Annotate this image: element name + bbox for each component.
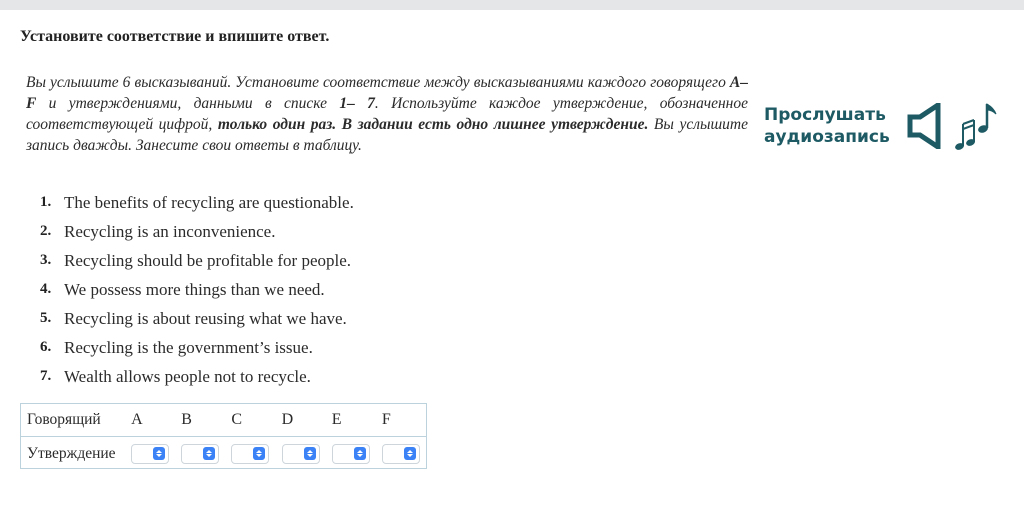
statement-text: The benefits of recycling are questionable. bbox=[64, 192, 354, 212]
listen-audio-button[interactable] bbox=[764, 100, 998, 152]
audio-icons bbox=[906, 100, 998, 152]
answer-cell-d bbox=[276, 444, 326, 464]
speaker-a-header: A bbox=[131, 411, 143, 428]
task-instructions bbox=[26, 72, 748, 156]
statement-item bbox=[40, 362, 354, 391]
listen-label-line2: аудиозапись bbox=[764, 127, 890, 147]
statement-item bbox=[40, 188, 354, 217]
statement-text: We possess more things than we need. bbox=[64, 279, 325, 299]
answer-select-d[interactable] bbox=[282, 444, 320, 464]
statements-list bbox=[40, 188, 354, 391]
statements-range: 1– 7 bbox=[339, 95, 375, 112]
statement-item bbox=[40, 333, 354, 362]
instructions-part3: . Используйте каждое утверждение, обозначенное соответствующей цифрой, bbox=[26, 95, 748, 133]
instructions-part2: и утверждениями, данными в списке bbox=[36, 95, 340, 112]
answer-cell-f bbox=[376, 444, 426, 464]
statement-number: 5. bbox=[40, 310, 52, 326]
instructions-bold-note: только один раз. В задании есть одно лишнее утверждение. bbox=[217, 116, 649, 133]
answer-select-b[interactable] bbox=[181, 444, 219, 464]
answer-select-a[interactable] bbox=[131, 444, 169, 464]
updown-chevron-icon bbox=[153, 447, 165, 460]
statement-text: Recycling should be profitable for people. bbox=[64, 250, 352, 270]
speaker-c-header: C bbox=[231, 411, 243, 428]
statement-number: 3. bbox=[40, 252, 52, 268]
statement-row-label: Утверждение bbox=[27, 444, 116, 462]
task-title: Установите соответствие и впишите ответ. bbox=[20, 28, 330, 45]
speaker-header-row bbox=[21, 404, 426, 437]
speaker-b-header: B bbox=[181, 411, 192, 428]
statement-answer-row bbox=[21, 437, 426, 470]
statement-text: Recycling is about reusing what we have. bbox=[64, 308, 347, 328]
statement-text: Recycling is the government’s issue. bbox=[64, 337, 313, 357]
updown-chevron-icon bbox=[253, 447, 265, 460]
speaker-f-header: F bbox=[381, 411, 391, 428]
speaker-header-label: Говорящий bbox=[27, 411, 101, 428]
statement-item bbox=[40, 275, 354, 304]
updown-chevron-icon bbox=[304, 447, 316, 460]
statement-number: 2. bbox=[40, 223, 52, 239]
statement-number: 6. bbox=[40, 339, 52, 355]
statement-item bbox=[40, 217, 354, 246]
statement-text: Wealth allows people not to recycle. bbox=[64, 366, 311, 386]
statement-number: 4. bbox=[40, 281, 52, 297]
answer-table bbox=[20, 403, 427, 469]
listen-audio-label bbox=[764, 104, 890, 148]
speakers-range: A– F bbox=[26, 74, 748, 112]
statement-item bbox=[40, 304, 354, 333]
top-bar bbox=[0, 0, 1024, 10]
updown-chevron-icon bbox=[203, 447, 215, 460]
statement-text: Recycling is an inconvenience. bbox=[64, 221, 276, 241]
instructions-part1: Вы услышите 6 высказываний. Установите соответствие между высказываниями каждого говорящего bbox=[26, 74, 730, 91]
answer-cell-a bbox=[125, 444, 175, 464]
listen-label-line1: Прослушать bbox=[764, 105, 886, 125]
answer-select-f[interactable] bbox=[382, 444, 420, 464]
music-note-icon bbox=[952, 100, 998, 152]
speaker-icon[interactable] bbox=[906, 103, 946, 149]
answer-cell-b bbox=[175, 444, 225, 464]
speaker-e-header: E bbox=[331, 411, 342, 428]
answer-cell-c bbox=[225, 444, 275, 464]
statement-number: 7. bbox=[40, 368, 52, 384]
speaker-d-header: D bbox=[281, 411, 294, 428]
instructions-part4: Вы услышите запись дважды. Занесите свои ответы в таблицу. bbox=[26, 116, 748, 154]
statement-number: 1. bbox=[40, 194, 52, 210]
updown-chevron-icon bbox=[354, 447, 366, 460]
answer-cell-e bbox=[326, 444, 376, 464]
statement-item bbox=[40, 246, 354, 275]
answer-select-c[interactable] bbox=[231, 444, 269, 464]
updown-chevron-icon bbox=[404, 447, 416, 460]
answer-select-e[interactable] bbox=[332, 444, 370, 464]
